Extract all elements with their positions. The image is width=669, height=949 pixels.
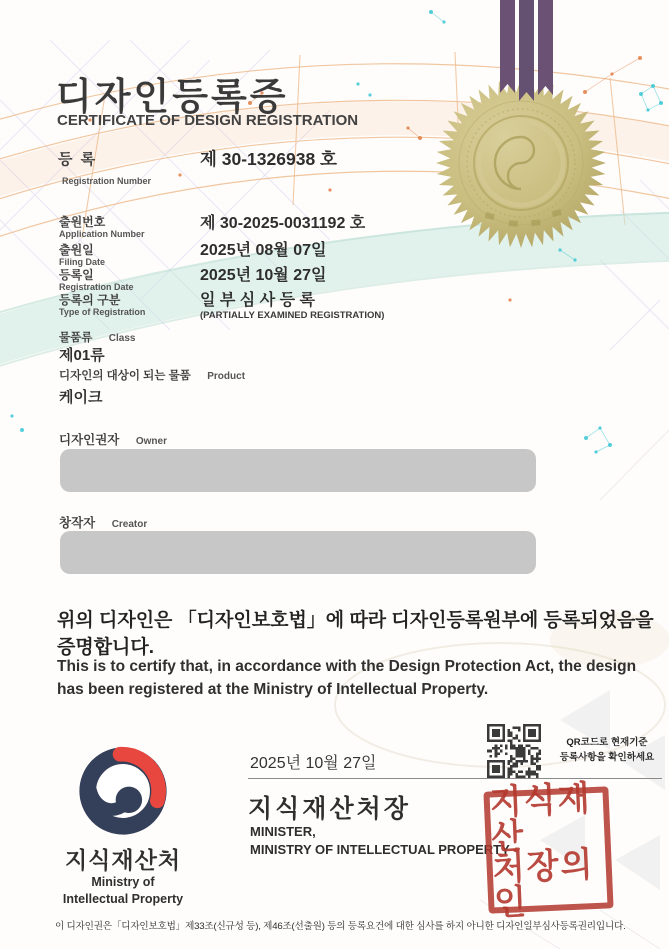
- filing-date-label-ko: 출원일: [59, 243, 94, 257]
- application-number-label-ko: 출원번호: [59, 215, 106, 229]
- qr-note-line1: QR코드로 현재기준: [566, 737, 648, 748]
- footer-legal-note: 이 디자인권은「디자인보호법」제33조(신규성 등), 제46조(선출원) 등의 등록요건에 대한 심사를 하지 아니한 디자인일부심사등록권리입니다.: [55, 921, 626, 932]
- qr-code: [487, 724, 541, 778]
- minister-title-korean: 지식재산처장: [248, 795, 411, 823]
- creator-label-en: Creator: [111, 519, 148, 530]
- gold-foil-seal: [435, 77, 607, 249]
- minister-title-english-line2: MINISTRY OF INTELLECTUAL PROPERTY: [250, 842, 510, 857]
- certification-english-line2: has been registered at the Ministry of Intellectual Property.: [57, 681, 489, 698]
- registration-date-value: 2025년 10월 27일: [200, 267, 327, 284]
- registration-type-label-en: Type of Registration: [59, 307, 146, 317]
- class-label-en: Class: [108, 333, 136, 344]
- owner-label-en: Owner: [135, 436, 167, 447]
- government-emblem-icon: [74, 742, 172, 840]
- product-label-row: [59, 366, 245, 384]
- agency-name-english-line1: Ministry of: [91, 875, 155, 889]
- registration-date-label-en: Registration Date: [59, 282, 134, 292]
- class-value: 제01류: [59, 347, 105, 364]
- signature-divider-line: [248, 778, 662, 779]
- filing-date-label-en: Filing Date: [59, 257, 106, 267]
- application-number-value: 제 30-2025-0031192 호: [200, 215, 366, 232]
- product-value: 케이크: [59, 389, 103, 406]
- certificate-title-korean: 디자인등록증: [56, 76, 289, 117]
- issue-date: 2025년 10월 27일: [250, 755, 377, 772]
- certification-english-line1: This is to certify that, in accordance with the Design Protection Act, the design: [57, 658, 637, 675]
- stamp-line2: 처장의인: [491, 844, 596, 923]
- owner-label-row: [59, 430, 167, 449]
- product-label-en: Product: [207, 371, 246, 382]
- registration-label-english: Registration Number: [62, 176, 152, 186]
- creator-label-ko: 창작자: [59, 516, 96, 530]
- registration-label-korean: 등 록: [58, 151, 98, 168]
- qr-note: [548, 736, 666, 765]
- registration-date-label-ko: 등록일: [59, 268, 94, 282]
- creator-label-row: [59, 513, 147, 532]
- certification-korean-line1: 위의 디자인은 「디자인보호법」에 따라 디자인등록원부에 등록되었음을: [57, 610, 654, 631]
- minister-title-english-line1: MINISTER,: [250, 824, 316, 839]
- owner-label-ko: 디자인권자: [59, 433, 120, 447]
- ribbon-stripe-right: [538, 0, 553, 95]
- filing-date-value: 2025년 08월 07일: [200, 242, 327, 259]
- ribbon-stripe-middle: [519, 0, 534, 101]
- qr-note-line2: 등록사항을 확인하세요: [559, 751, 655, 763]
- registration-type-label-ko: 등록의 구분: [59, 293, 121, 307]
- registration-type-value: 일 부 심 사 등 록: [200, 292, 315, 309]
- stamp-line1: 지식재산: [489, 778, 593, 857]
- agency-name-english-line2: Intellectual Property: [62, 892, 184, 906]
- certification-korean-line2: 증명합니다.: [57, 637, 155, 658]
- class-label-ko: 물품류: [59, 332, 93, 344]
- agency-name-korean: 지식재산처: [64, 847, 182, 873]
- registration-type-value-sub: (PARTIALLY EXAMINED REGISTRATION): [200, 310, 385, 321]
- official-seal-stamp: [483, 778, 613, 923]
- creator-redaction-box: [60, 531, 536, 574]
- certificate-title-english: CERTIFICATE OF DESIGN REGISTRATION: [57, 112, 359, 129]
- ribbon-stripe-left: [500, 0, 515, 93]
- product-label-ko: 디자인의 대상이 되는 물품: [59, 370, 191, 382]
- owner-redaction-box: [60, 449, 536, 492]
- application-number-label-en: Application Number: [59, 229, 145, 239]
- registration-number-value: 제 30-1326938 호: [200, 149, 337, 169]
